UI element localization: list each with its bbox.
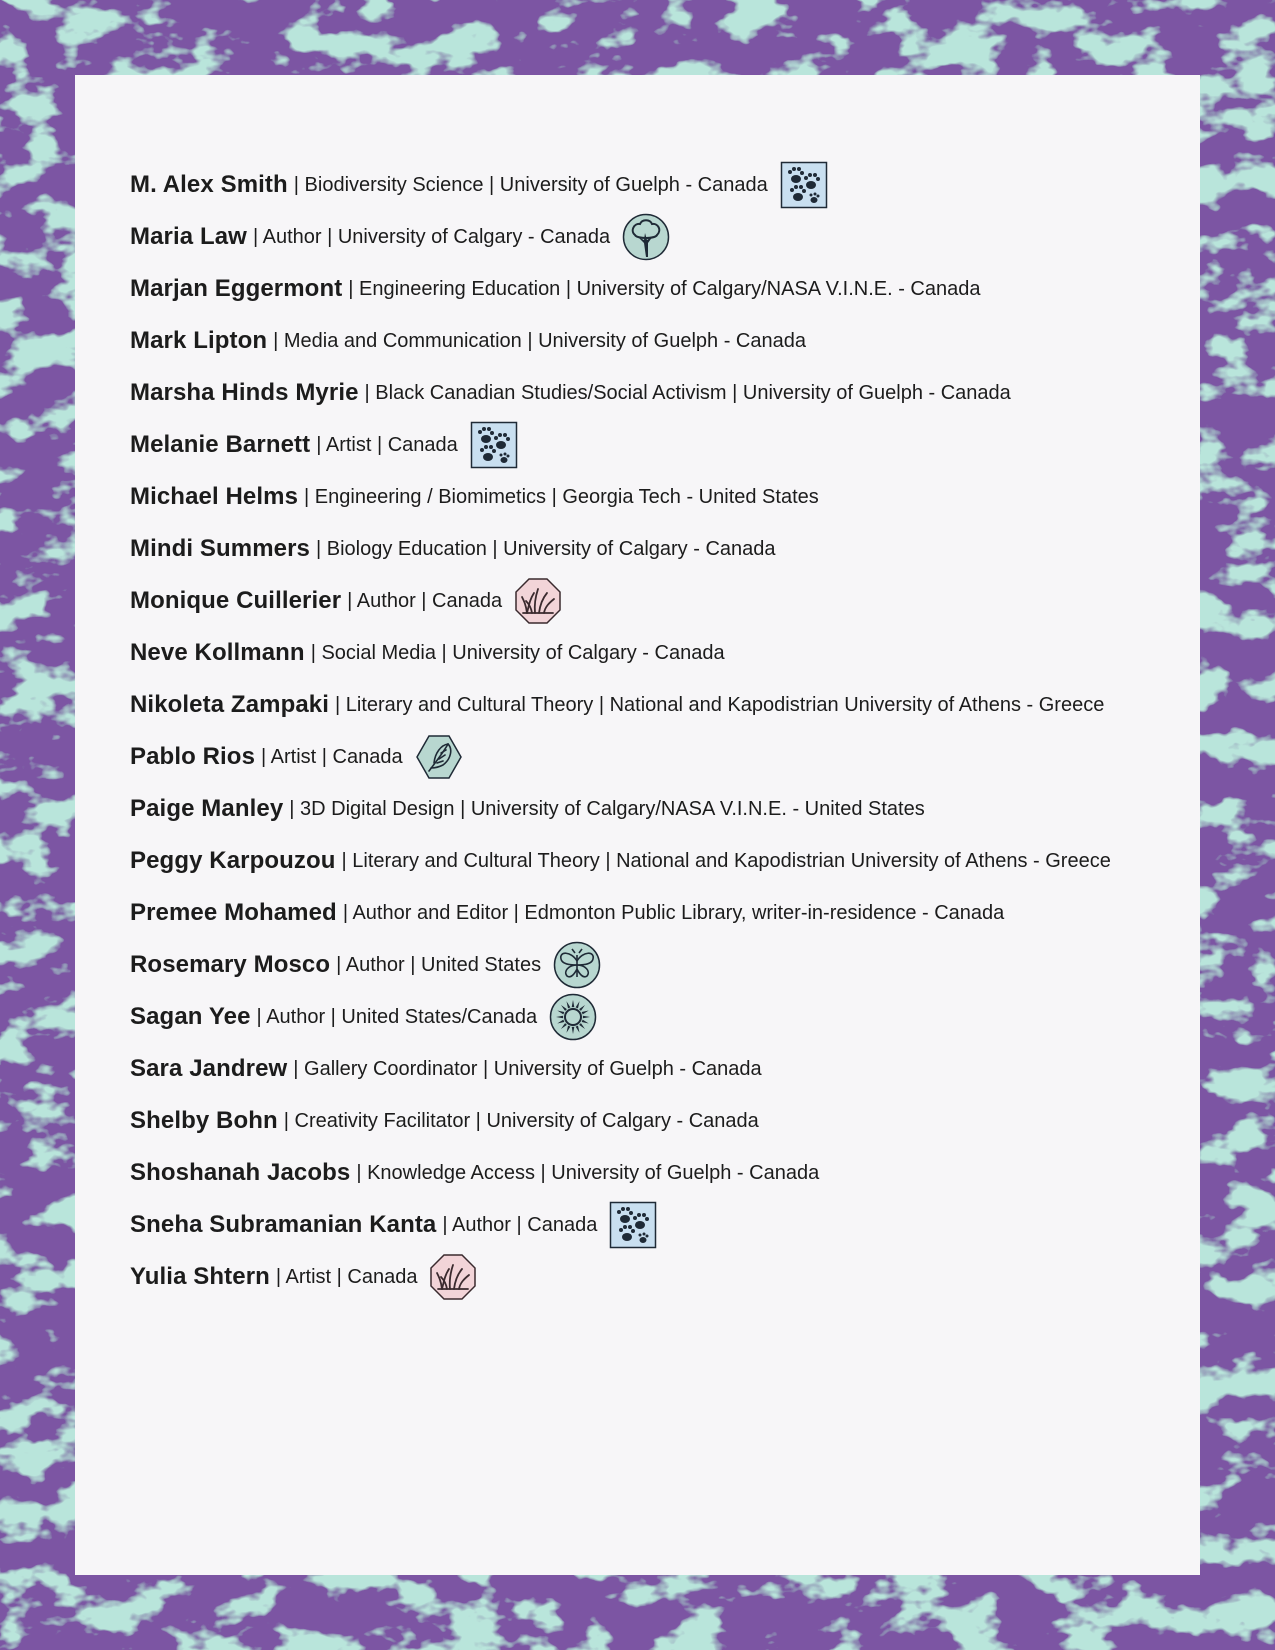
list-item (130, 731, 1190, 783)
contributor-details: | Social Media | University of Calgary - Canada (310, 641, 725, 664)
paw-prints-icon (470, 421, 518, 469)
list-item (130, 1095, 1190, 1147)
contributor-details: | Literary and Cultural Theory | National and Kapodistrian University of Athens - Greece (341, 849, 1111, 872)
list-item (130, 419, 1190, 471)
grass-icon (514, 577, 562, 625)
contributor-details: | Author | United States/Canada (256, 1005, 538, 1028)
contributor-details: | Biodiversity Science | University of Guelph - Canada (293, 173, 768, 196)
list-item (130, 523, 1190, 575)
sun-icon (549, 993, 597, 1041)
contributor-details: | Black Canadian Studies/Social Activism | University of Guelph - Canada (364, 381, 1011, 404)
list-item (130, 887, 1190, 939)
contributor-details: | Author | Canada (442, 1213, 598, 1236)
contributor-details: | Knowledge Access | University of Guelph - Canada (356, 1161, 820, 1184)
contributor-list (130, 159, 1190, 1303)
list-item (130, 1147, 1190, 1199)
list-item (130, 315, 1190, 367)
contributor-name: Nikoleta Zampaki (130, 691, 330, 718)
list-item (130, 835, 1190, 887)
tree-icon (622, 213, 670, 261)
contributor-details: | Creativity Facilitator | University of Calgary - Canada (283, 1109, 759, 1132)
contributor-name: M. Alex Smith (130, 171, 288, 198)
contributor-name: Rosemary Mosco (130, 951, 331, 978)
list-item (130, 211, 1190, 263)
contributor-details: | Engineering Education | University of Calgary/NASA V.I.N.E. - Canada (348, 277, 981, 300)
contributor-name: Shelby Bohn (130, 1107, 278, 1134)
list-item (130, 679, 1190, 731)
contributor-name: Peggy Karpouzou (130, 847, 336, 874)
list-item (130, 575, 1190, 627)
contributor-name: Michael Helms (130, 483, 299, 510)
list-item (130, 939, 1190, 991)
contributor-name: Marsha Hinds Myrie (130, 379, 359, 406)
butterfly-icon (553, 941, 601, 989)
feather-icon (415, 733, 463, 781)
contributor-details: | Author and Editor | Edmonton Public Library, writer-in-residence - Canada (342, 901, 1005, 924)
contributor-details: | Engineering / Biomimetics | Georgia Tech - United States (304, 485, 819, 508)
list-item (130, 627, 1190, 679)
contributor-name: Neve Kollmann (130, 639, 305, 666)
contributor-name: Shoshanah Jacobs (130, 1159, 351, 1186)
contributor-name: Paige Manley (130, 795, 284, 822)
contributor-name: Marjan Eggermont (130, 275, 343, 302)
contributor-details: | Gallery Coordinator | University of Guelph - Canada (293, 1057, 762, 1080)
contributor-details: | Author | University of Calgary - Canada (252, 225, 611, 248)
contributor-details: | Author | Canada (347, 589, 503, 612)
contributor-details: | Media and Communication | University of Guelph - Canada (273, 329, 806, 352)
contributor-name: Monique Cuillerier (130, 587, 342, 614)
list-item (130, 471, 1190, 523)
contributor-name: Maria Law (130, 223, 247, 250)
contributor-name: Sneha Subramanian Kanta (130, 1211, 437, 1238)
contributor-details: | Biology Education | University of Calgary - Canada (316, 537, 776, 560)
contributor-name: Premee Mohamed (130, 899, 337, 926)
list-item (130, 1043, 1190, 1095)
grass-icon (429, 1253, 477, 1301)
content-page (75, 75, 1200, 1575)
contributor-name: Mindi Summers (130, 535, 310, 562)
contributor-details: | Artist | Canada (275, 1265, 418, 1288)
contributor-details: | Author | United States (336, 953, 542, 976)
contributor-name: Sagan Yee (130, 1003, 251, 1030)
list-item (130, 367, 1190, 419)
contributor-name: Melanie Barnett (130, 431, 311, 458)
contributor-name: Mark Lipton (130, 327, 268, 354)
contributor-details: | Artist | Canada (261, 745, 403, 768)
list-item (130, 783, 1190, 835)
contributor-details: | 3D Digital Design | University of Calgary/NASA V.I.N.E. - United States (289, 797, 925, 820)
contributor-name: Sara Jandrew (130, 1055, 288, 1082)
list-item (130, 159, 1190, 211)
contributor-details: | Literary and Cultural Theory | National and Kapodistrian University of Athens - Greece (335, 693, 1105, 716)
paw-prints-icon (609, 1201, 657, 1249)
list-item (130, 263, 1190, 315)
list-item (130, 1251, 1190, 1303)
contributor-details: | Artist | Canada (316, 433, 458, 456)
contributor-name: Pablo Rios (130, 743, 256, 770)
list-item (130, 991, 1190, 1043)
list-item (130, 1199, 1190, 1251)
contributor-name: Yulia Shtern (130, 1263, 270, 1290)
paw-prints-icon (780, 161, 828, 209)
